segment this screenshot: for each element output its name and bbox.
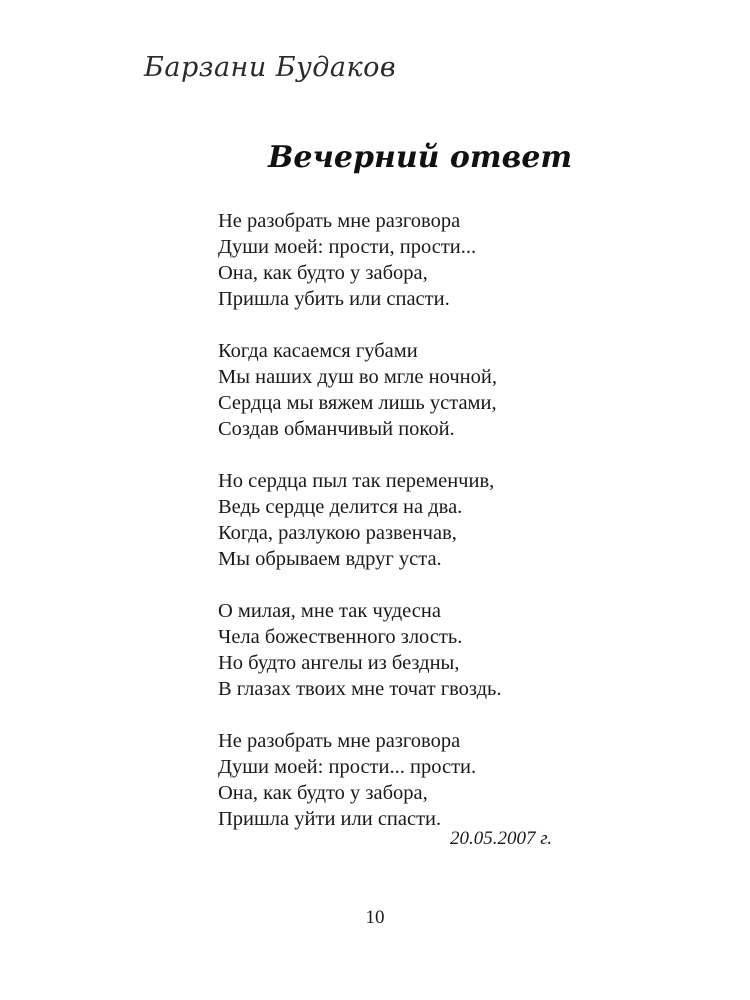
poem-line: Но сердца пыл так переменчив, (218, 470, 495, 492)
poem-line: Сердца мы вяжем лишь устами, (218, 392, 497, 414)
stanza-3 (218, 468, 658, 572)
poem-line: Чела божественного злость. (218, 626, 463, 648)
stanza-1 (218, 208, 658, 312)
poem-line: Не разобрать мне разговора (218, 730, 461, 752)
poem-line: Не разобрать мне разговора (218, 210, 461, 232)
stanza-2 (218, 338, 658, 442)
poem-line: Она, как будто у забора, (218, 262, 428, 284)
poem-line: Пришла уйти или спасти. (218, 808, 442, 830)
poem-line: Но будто ангелы из бездны, (218, 652, 460, 674)
stanza-4 (218, 598, 658, 702)
poem-title: Вечерний ответ (268, 140, 573, 175)
poem-line: В глазах твоих мне точат гвоздь. (218, 678, 502, 700)
poem-line: Мы обрываем вдруг уста. (218, 548, 442, 570)
poem-line: Мы наших душ во мгле ночной, (218, 366, 497, 388)
poem-line: О милая, мне так чудесна (218, 600, 441, 622)
author-name: Барзани Будаков (144, 52, 397, 83)
poem-line: Когда касаемся губами (218, 340, 418, 362)
stanza-5 (218, 728, 658, 832)
poem-body (218, 208, 658, 858)
poem-line: Пришла убить или спасти. (218, 288, 450, 310)
poem-line: Создав обманчивый покой. (218, 418, 455, 440)
page-number: 10 (365, 907, 385, 928)
poem-line: Ведь сердце делится на два. (218, 496, 463, 518)
poem-line: Она, как будто у забора, (218, 782, 428, 804)
poem-line: Души моей: прости, прости... (218, 236, 477, 258)
poem-line: Души моей: прости... прости. (218, 756, 477, 778)
poem-date: 20.05.2007 г. (450, 828, 553, 849)
poem-line: Когда, разлукою развенчав, (218, 522, 457, 544)
